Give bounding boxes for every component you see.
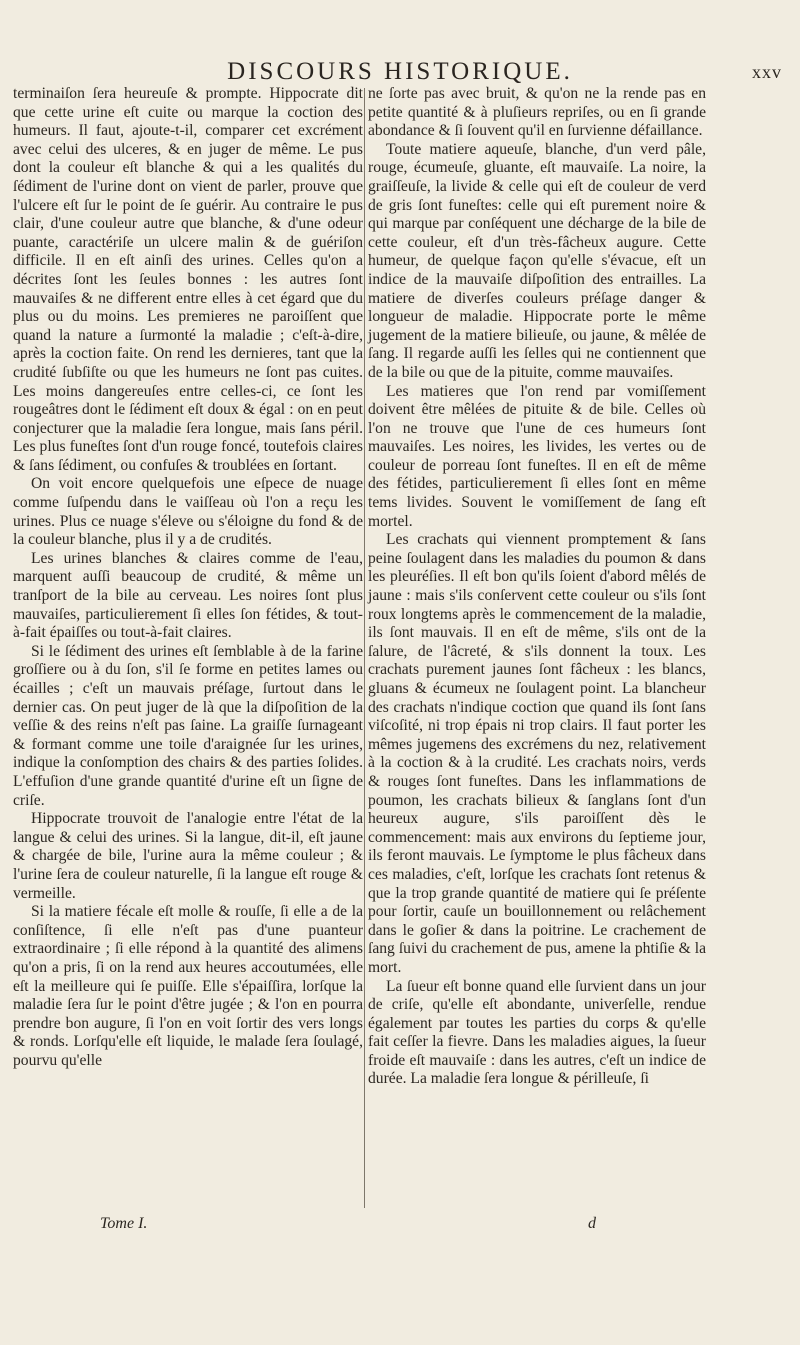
paragraph: Hippocrate trouvoit de l'analogie entre l'état de la langue & celui des urines. Si la langue, dit-il, eſt jaune & chargée de bile, l'urine aura la même couleur ; & l'urine ſera de couleur naturelle, ſi la langue eſt rouge & vermeille. (13, 810, 363, 902)
paragraph: Si le ſédiment des urines eſt ſemblable à de la farine groſſiere ou à du ſon, s'il ſe forme en petites lames ou écailles ; c'eſt un mauvais préſage, ſurtout dans le dernier cas. On peut juger de là que la diſpoſition de la veſſie & des reins n'eſt pas ſaine. La graiſſe ſurnageant & formant comme une toile d'araignée ſur les urines, indique la conſomption des chairs & des parties ſolides. L'effuſion d'une grande quantité d'urine eſt un ſigne de criſe. (13, 642, 363, 809)
paragraph: Toute matiere aqueuſe, blanche, d'un verd pâle, rouge, écumeuſe, gluante, eſt mauvaiſe. La noire, la graiſſeuſe, la livide & celle qui eſt de couleur de verd de gris ſont funeſtes: celle qui eſt purement noire & qui marque par conſéquent une décharge de la bile de cette couleur, eſt d'un très-fâcheux augure. Cette humeur, de quelque façon qu'elle s'évacue, eſt un indice de la mauvaiſe diſpoſition des entrailles. La matiere de diverſes couleurs préſage danger & longueur de maladie. Hippocrate porte le même jugement de la matiere bilieuſe, ou jaune, & mêlée de ſang. Il regarde auſſi les ſelles qui ne contiennent que de la bile ou que de la pituite, comme mauvaiſes. (368, 140, 706, 381)
paragraph: Les matieres que l'on rend par vomiſſement doivent être mêlées de pituite & de bile. Celles où l'on ne trouve que l'une de ces humeurs ſont mauvaiſes. Les noires, les livides, les vertes ou de couleur de porreau ſont funeſtes. Il en eſt de même des fétides, particulierement ſi elles ſont en même tems livides. Souvent le vomiſſement de ſang eſt mortel. (368, 382, 706, 530)
page-number: xxv (752, 62, 782, 82)
left-column (13, 85, 363, 1070)
volume-marker: Tome I. (100, 1215, 148, 1232)
paragraph: Si la matiere fécale eſt molle & rouſſe, ſi elle a de la conſiſtence, ſi elle n'eſt pas d'une puanteur extraordinaire ; ſi elle répond à la quantité des alimens qu'on a pris, ſi on la rend aux heures accoutumées, elle eſt la meilleure qui ſe puiſſe. Elle s'épaiſſira, lorſque la maladie ſera ſur le point d'être jugée ; & l'on en pourra prendre bon augure, ſi l'on en voit ſortir des vers longs & ronds. Lorſqu'elle eſt liquide, le malade ſera ſoulagé, pourvu qu'elle (13, 903, 363, 1069)
right-column (368, 85, 706, 1089)
paragraph: ne ſorte pas avec bruit, & qu'on ne la rende pas en petite quantité & à pluſieurs repriſes, ou en ſi grande abondance & ſi ſouvent qu'il en ſurvienne défaillance. (368, 85, 706, 140)
paragraph: terminaiſon ſera heureuſe & prompte. Hippocrate dit que cette urine eſt cuite ou marque la coction des humeurs. Il faut, ajoute-t-il, comparer cet excrément avec celui des ulceres, & en juger de même. Le pus dont la couleur eſt blanche & qui a les qualités du ſédiment de l'urine dont on vient de parler, prouve que l'ulcere eſt ſur le point de ſe guérir. Au contraire le pus clair, d'une couleur autre que blanche, & d'une odeur puante, caractériſe un ulcere malin & de guériſon difficile. Il en eſt ainſi des urines. Celles qu'on a décrites ſont les ſeules bonnes : les autres ſont mauvaiſes & ne different entre elles à cet égard que du plus ou du moins. Les premieres ne paroiſſent que quand la nature a ſurmonté la maladie ; c'eſt-à-dire, après la coction faite. On rend les dernieres, tant que la crudité ſubſiſte ou que les humeurs ne ſont pas cuites. Les moins dangereuſes entre celles-ci, ce ſont les rougeâtres dont le ſédiment eſt doux & égal : on en peut conjecturer que la maladie ſera longue, mais ſans péril. Les plus funeſtes ſont d'un rouge foncé, toutefois claires & ſans ſédiment, ou confuſes & troublées en ſortant. (13, 85, 363, 474)
paragraph: La ſueur eſt bonne quand elle ſurvient dans un jour de criſe, qu'elle eſt abondante, univerſelle, rendue également par toutes les parties du corps & qu'elle fait ceſſer la fievre. Dans les maladies aigues, la ſueur froide eſt mauvaiſe : dans les autres, c'eſt un indice de durée. La maladie ſera longue & périlleuſe, ſi (368, 977, 706, 1088)
column-divider (364, 88, 365, 1208)
paragraph: Les crachats qui viennent promptement & ſans peine ſoulagent dans les maladies du poumon & dans les pleuréſies. Il eſt bon qu'ils ſoient d'abord mêlés de jaune : mais s'ils conſervent cette couleur ou s'ils ſont roux longtems après le commencement de la maladie, ils ſont mauvais. Il en eſt de même, s'ils ont de la ſalure, de l'âcreté, & s'ils donnent la toux. Les crachats purement jaunes ſont fâcheux : les blancs, gluans & écumeux ne ſoulagent point. La blancheur des crachats n'indique coction que quand ils ſont ſans viſcoſité, ni trop épais ni trop clairs. Il faut porter les mêmes jugemens des excrémens du nez, relativement à la coction & à la crudité. Les crachats noirs, verds & rouges ſont funeſtes. Dans les inflammations de poumon, les crachats bilieux & ſanglans ſont d'un heureux augure, s'ils paroiſſent dès le commencement: mais aux environs du ſeptieme jour, ils feront mauvais. Le ſymptome le plus fâcheux dans ces maladies, c'eſt, lorſque les crachats ſont retenus & que la trop grande quantité de matiere qui ſe préſente pour ſortir, cauſe un bouillonnement ou relâchement dans le goſier & dans la poitrine. Le crachement de ſang ſuivi du crachement de pus, amene la phtiſie & la mort. (368, 531, 706, 976)
paragraph: On voit encore quelquefois une eſpece de nuage comme ſuſpendu dans le vaiſſeau où l'on a reçu les urines. Plus ce nuage s'éleve ou s'éloigne du fond & de la couleur blanche, plus il y a de crudités. (13, 475, 363, 549)
signature-mark: d (588, 1215, 596, 1232)
paragraph: Les urines blanches & claires comme de l'eau, marquent auſſi beaucoup de crudité, & même un tranſport de la bile au cerveau. Les noires ſont plus mauvaiſes, particulierement ſi elles ſon fétides, & tout-à-fait épaiſſes ou tout-à-fait claires. (13, 549, 363, 642)
running-header: DISCOURS HISTORIQUE. (227, 58, 573, 85)
